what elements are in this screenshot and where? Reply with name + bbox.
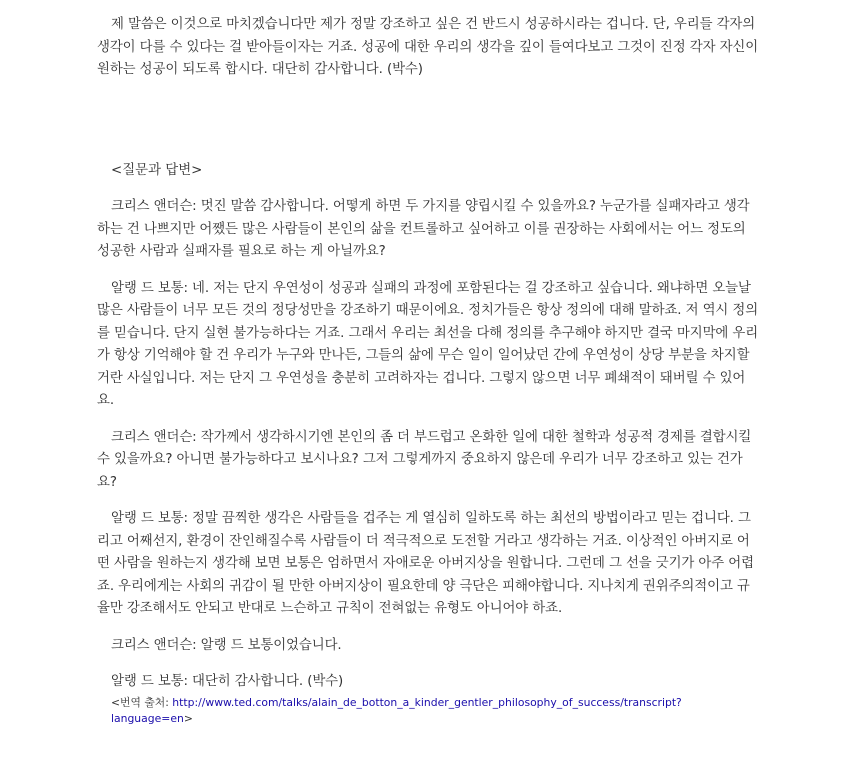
qa-paragraph: 크리스 앤더슨: 알랭 드 보통이었습니다. xyxy=(111,637,342,653)
spacer xyxy=(97,182,761,196)
qa-paragraph: 크리스 앤더슨: 멋진 말씀 감사합니다. 어떻게 하면 두 가지를 양립시킬 수 있을까요? 누군가를 실패자라고 생각하는 건 나쁘지만 어쨌든 많은 사람들이 본인의 삶을 컨트롤하고 싶어하고 이를 권장하는 사회에서는 어느 정도의 성공한 사람과 실패자를 필요로 하는 게 아닐까요? xyxy=(97,199,750,259)
intro-paragraph: 제 말씀은 이것으로 마치겠습니다만 제가 정말 강조하고 싶은 건 반드시 성공하시라는 겁니다. 단, 우리들 각자의 생각이 다를 수 있다는 걸 받아들이자는 거죠. 성공에 대한 우리의 생각을 깊이 들여다보고 그것이 진정 각자 자신이 원하는 성공이 되도록 합시다. 대단히 감사합니다. (박수) xyxy=(97,17,759,77)
spacer xyxy=(97,657,761,671)
spacer xyxy=(97,621,761,635)
qa-heading: <질문과 답변> xyxy=(111,162,203,178)
qa-paragraph: 알랭 드 보통: 대단히 감사합니다. (박수) xyxy=(111,674,344,689)
qa-paragraph: 크리스 앤더슨: 작가께서 생각하시기엔 본인의 좀 더 부드럽고 온화한 일에 대한 철학과 성공적 경제를 결합시킬 수 있을까요? 아니면 불가능하다고 보시나요? 그저 그렇게까지 중요하지 않은데 우리가 너무 강조하고 있는 건가요? xyxy=(97,429,752,490)
source-label: <번역 출처: xyxy=(111,695,173,709)
source-link[interactable]: http://www.ted.com/talks/alain_de_botton_a_kinder_gentler_philosophy_of_success/transcript?language=en xyxy=(111,695,682,725)
source-suffix: > xyxy=(183,711,193,725)
qa-paragraph: 알랭 드 보통: 네. 저는 단지 우연성이 성공과 실패의 과정에 포함된다는 걸 강조하고 싶습니다. 왜냐하면 오늘날 많은 사람들이 너무 모든 것의 정당성만을 강조하기 때문이에요. 정치가들은 항상 정의에 대해 말하죠. 저 역시 정의를 믿습니다. 단지 실현 불가능하다는 거죠. 그래서 우리는 최선을 다해 정의를 추구해야 하지만 결국 마지막에 우리가 항상 기억해야 할 건 우리가 누구와 만나든, 그들의 삶에 무슨 일이 일어났던 간에 우연성이 상당 부분을 차지할 거란 사실입니다. 저는 단지 그 우연성을 충분히 고려하자는 겁니다. 그렇지 않으면 너무 폐쇄적이 돼버릴 수 있어요. xyxy=(97,280,759,408)
spacer xyxy=(97,413,761,427)
translation-source xyxy=(97,695,761,727)
transcript-document xyxy=(97,14,761,727)
spacer xyxy=(97,82,761,160)
qa-paragraph: 알랭 드 보통: 정말 끔찍한 생각은 사람들을 겁주는 게 열심히 일하도록 하는 최선의 방법이라고 믿는 겁니다. 그리고 어째선지, 환경이 잔인해질수록 사람들이 더 적극적으로 도전할 거라고 생각하는 거죠. 이상적인 아버지로 어떤 사람을 원하는지 생각해 보면 보통은 엄하면서 자애로운 아버지상을 원합니다. 그런데 그 선을 긋기가 아주 어렵죠. 우리에게는 사회의 귀감이 될 만한 아버지상이 필요한데 양 극단은 피해야합니다. 지나치게 권위주의적이고 규율만 강조해서도 안되고 반대로 느슨하고 규칙이 전혀없는 유형도 아니어야 하죠. xyxy=(97,511,754,616)
spacer xyxy=(97,494,761,508)
spacer xyxy=(97,264,761,278)
